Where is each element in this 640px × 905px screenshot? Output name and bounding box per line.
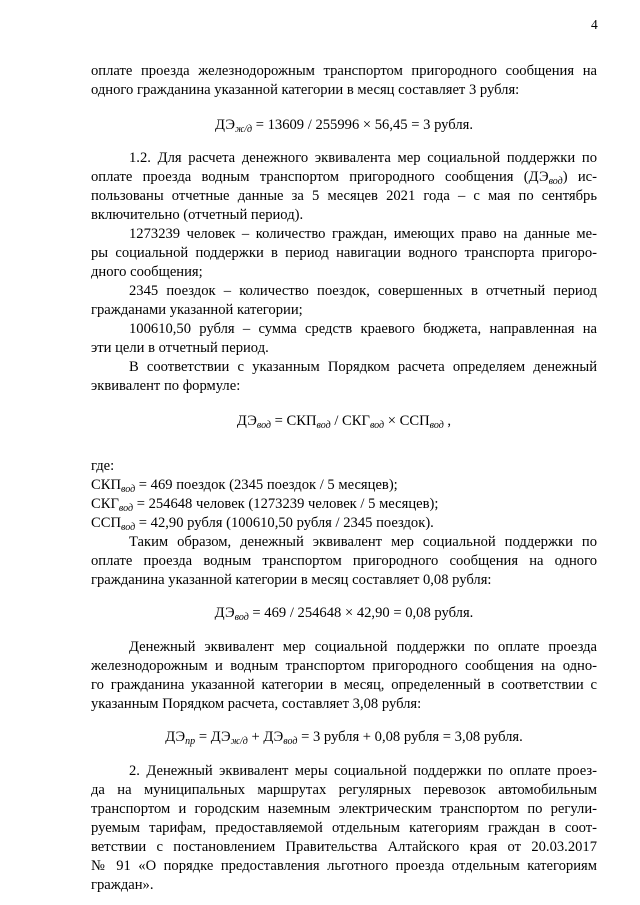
text-run: СКГ	[91, 496, 119, 512]
formula-subscript: вод	[256, 420, 271, 431]
paragraph-line: железнодорожным и водным транспортом пригородного сообщения на одно-	[91, 658, 597, 674]
text-run: = 469 поездок (2345 поездок / 5 месяцев);	[135, 477, 398, 493]
paragraph-line	[91, 169, 597, 187]
formula-text: = СКП	[271, 413, 317, 429]
paragraph-line: гражданами указанной категории;	[91, 302, 303, 318]
paragraph-line: включительно (отчетный период).	[91, 207, 304, 223]
formula-subscript: вод	[369, 420, 385, 431]
paragraph-line: гражданина указанной категории в месяц составляет 0,08 рубля:	[91, 572, 492, 588]
formula-text: = 469 / 254648 × 42,90 = 0,08 рубля.	[248, 605, 474, 621]
paragraph-line: го гражданина указанной категории в месяц, определенный в соответствии с	[91, 677, 597, 693]
paragraph-line: эквивалент по формуле:	[91, 378, 241, 394]
formula-text: = ДЭ	[195, 729, 231, 745]
page-number: 4	[591, 17, 598, 32]
paragraph-line: 1.2. Для расчета денежного эквивалента мер социальной поддержки по	[129, 150, 597, 166]
paragraph-line: одного гражданина указанной категории в месяц составляет 3 рубля:	[91, 82, 520, 98]
paragraph-line: 100610,50 рубля – сумма средств краевого бюджета, направленная на	[129, 321, 597, 337]
paragraph-line: пользованы отчетные данные за 5 месяцев 2021 года – с мая по сентябрь	[91, 188, 597, 204]
formula-subscript: пр	[185, 736, 196, 747]
formula-text: = 13609 / 255996 × 56,45 = 3 рубля.	[252, 117, 473, 133]
formula-subscript: вод	[121, 522, 136, 533]
formula-subscript: вод	[283, 736, 298, 747]
formula-subscript: вод	[316, 420, 331, 431]
formula-text: ,	[443, 413, 452, 429]
paragraph-line: Таким образом, денежный эквивалент мер социальной поддержки по	[129, 534, 597, 550]
formula-rail	[91, 413, 597, 431]
text-run: = 254648 человек (1273239 человек / 5 месяцев);	[133, 496, 439, 512]
formula-rail	[91, 117, 597, 135]
paragraph-line: граждан».	[91, 877, 154, 893]
paragraph-line: да на муниципальных маршрутах регулярных перевозок автомобильным	[91, 782, 597, 798]
formula-text: / СКГ	[330, 413, 370, 429]
formula-text: ДЭ	[215, 117, 235, 133]
paragraph-line: дного сообщения;	[91, 264, 203, 280]
formula-text: ДЭ	[214, 605, 235, 621]
text-run: оплате проезда водным транспортом пригородного сообщения (ДЭ	[91, 169, 549, 185]
paragraph-line: 1273239 человек – количество граждан, имеющих право на данные ме-	[129, 226, 597, 242]
text-run: ) ис-	[562, 169, 598, 185]
formula-text: × ССП	[384, 413, 430, 429]
paragraph-line: эти цели в отчетный период.	[91, 340, 269, 356]
text-run: ССП	[91, 515, 122, 531]
paragraph-line: 2345 поездок – количество поездок, совершенных в отчетный период	[129, 283, 597, 299]
paragraph-line: В соответствии с указанным Порядком расчета определяем денежный	[129, 359, 597, 375]
formula-rail	[91, 605, 597, 623]
definition-line	[91, 515, 597, 533]
paragraph-line: ры социальной поддержки в период навигации водного транспорта пригоро-	[91, 245, 597, 261]
formula-subscript: вод	[121, 484, 136, 495]
formula-subscript: ж/д	[234, 124, 253, 135]
paragraph-line: Денежный эквивалент мер социальной поддержки по оплате проезда	[129, 639, 597, 655]
formula-subscript: вод	[118, 503, 134, 514]
paragraph-line: оплате проезда водным транспортом пригородного сообщения на одного	[91, 553, 597, 569]
text-run: СКП	[91, 477, 122, 493]
paragraph-line: 2. Денежный эквивалент меры социальной поддержки по оплате проез-	[129, 763, 597, 779]
paragraph-line: указанным Порядком расчета, составляет 3,08 рубля:	[91, 696, 422, 712]
definition-line	[91, 496, 597, 514]
formula-rail	[91, 729, 597, 747]
paragraph-line: руемым тарифам, предоставляемой отдельным категориям граждан в соот-	[91, 820, 597, 836]
paragraph-line: ветствии с постановлением Правительства Алтайского края от 20.03.2017	[91, 839, 597, 855]
text-run: = 42,90 рубля (100610,50 рубля / 2345 поездок).	[135, 515, 434, 531]
formula-text: = 3 рубля + 0,08 рубля = 3,08 рубля.	[297, 729, 523, 745]
formula-subscript: ж/д	[230, 736, 248, 747]
paragraph-line: оплате проезда железнодорожным транспортом пригородного сообщения на	[91, 63, 597, 79]
formula-text: ДЭ	[165, 729, 186, 745]
formula-subscript: вод	[234, 612, 249, 623]
formula-subscript: вод	[429, 420, 444, 431]
definition-line	[91, 477, 597, 495]
paragraph-line: № 91 «О порядке предоставления льготного проезда отдельным категориям	[91, 858, 597, 874]
formula-text: ДЭ	[236, 413, 257, 429]
where-label: где:	[91, 458, 115, 474]
formula-text: + ДЭ	[247, 729, 284, 745]
formula-subscript: вод	[548, 176, 563, 187]
paragraph-line: транспортом и городским наземным электрическим транспортом по регули-	[91, 801, 597, 817]
